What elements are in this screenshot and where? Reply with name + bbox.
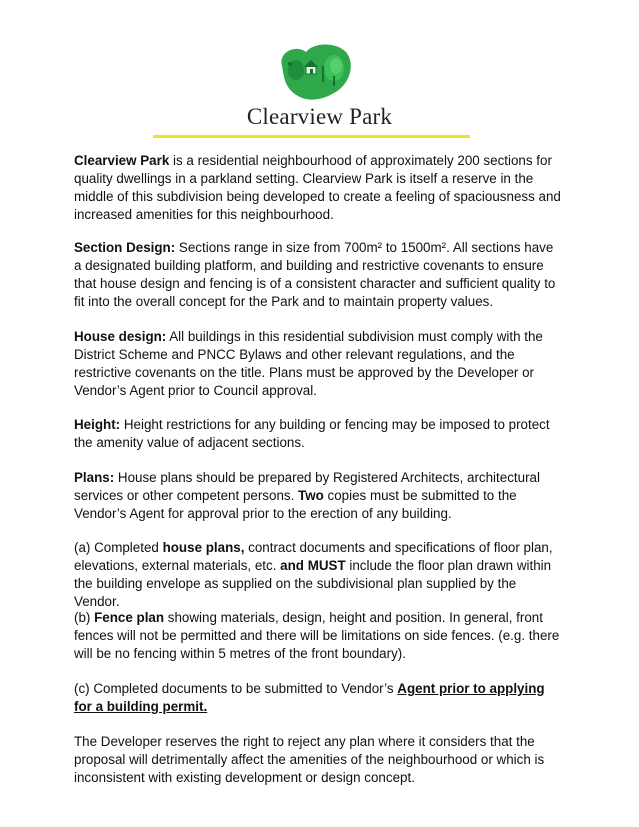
house-design-paragraph: House design: All buildings in this residential subdivision must comply with the District Scheme and PNCC Bylaws and other relevant regulations, and the restrictive covenants on the title. Plans must be approved by the Developer or Vendor’s Agent prior to Council approval. [74,329,543,398]
title-underline-divider [153,135,470,138]
park-tree-house-logo-icon [276,42,356,104]
plans-paragraph: Plans: House plans should be prepared by Registered Architects, architectural services or other competent persons. Two copies must be submitted to the Vendor’s Agent for approval prior to the erection of any building. [74,470,540,521]
fence-plan-item-b: (b) Fence plan showing materials, design, height and position. In general, front fences will not be permitted and there will be limitations on side fences. (e.g. there will be no fencing within 5 metres of the front boundary). [74,610,560,661]
intro-paragraph: Clearview Park is a residential neighbourhood of approximately 200 sections for quality dwellings in a parkland setting. Clearview Park is itself a reserve in the middle of this subdivision being developed to create a feeling of spaciousness and increased amenities for this neighbourhood. [74,153,561,222]
section-design-paragraph: Section Design: Sections range in size from 700m² to 1500m². All sections have a designated building platform, and building and restrictive covenants to ensure that house design and fencing is of a consistent character and sufficient quality to fit into the overall concept for the Park and to maintain property values. [74,240,556,309]
page-title: Clearview Park [246,104,393,129]
documents-item-c: (c) Completed documents to be submitted to Vendor’s Agent prior to applying for a building permit. [74,681,545,714]
developer-rights-paragraph: The Developer reserves the right to reject any plan where it considers that the proposal will detrimentally affect the amenities of the neighbourhood or which is inconsistent with existing development or design concept. [74,734,545,785]
house-plans-item-a: (a) Completed house plans, contract documents and specifications of floor plan, elevations, external materials, etc. and MUST include the floor plan drawn within the building envelope as supplied on the subdivisional plan supplied by the Vendor. [74,540,553,609]
agent-building-permit-link: Agent prior to applying for a building permit. [74,681,545,714]
height-paragraph: Height: Height restrictions for any building or fencing may be imposed to protect the amenity value of adjacent sections. [74,417,550,450]
